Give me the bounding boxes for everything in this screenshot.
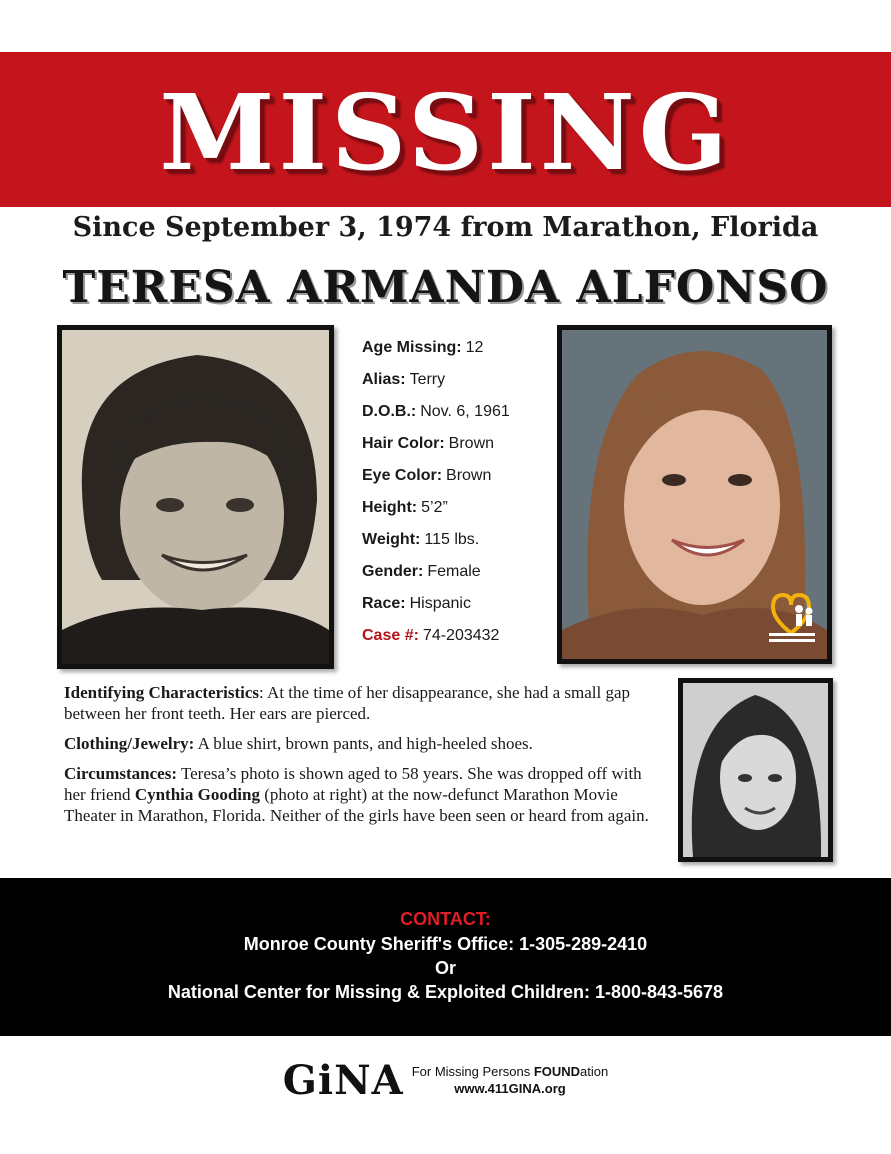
contact-section <box>0 878 891 1036</box>
friend-photo <box>678 678 833 862</box>
person-name: TERESA ARMANDA ALFONSO <box>62 262 829 313</box>
missing-banner <box>0 52 891 207</box>
gina-logo: GiNA <box>282 1056 404 1104</box>
age-progressed-photo <box>557 325 832 664</box>
detail-hair-color: Hair Color: Brown <box>362 435 495 452</box>
contact-sheriff: Monroe County Sheriff's Office: 1-305-289-2410 <box>243 934 648 954</box>
detail-race: Race: Hispanic <box>362 595 471 612</box>
gina-url[interactable]: www.411GINA.org <box>454 1081 566 1096</box>
case-description <box>64 682 664 835</box>
detail-dob: D.O.B.: Nov. 6, 1961 <box>362 403 510 420</box>
child-photo <box>57 325 334 669</box>
contact-ncmec: National Center for Missing & Exploited Children: 1-800-843-5678 <box>167 982 724 1002</box>
detail-eye-color: Eye Color: Brown <box>362 467 492 484</box>
child-portrait-image <box>62 330 329 664</box>
identifying-characteristics: Identifying Characteristics: At the time of her disappearance, she had a small gap between her front teeth. Her ears are pierced. <box>64 683 631 723</box>
circumstances: Circumstances: Teresa’s photo is shown aged to 58 years. She was dropped off with her friend Cynthia Gooding (photo at right) at the now-defunct Marathon Movie Theater in Marathon, Florida. Neither of the girls have been seen or heard from again. <box>64 764 649 825</box>
contact-heading: CONTACT: <box>400 909 491 929</box>
banner-title: MISSING <box>159 70 732 194</box>
detail-alias: Alias: Terry <box>362 371 446 388</box>
detail-case-number: Case #: 74-203432 <box>362 627 500 644</box>
detail-height: Height: 5’2” <box>362 499 448 516</box>
detail-weight: Weight: 115 lbs. <box>362 531 480 548</box>
detail-age-missing: Age Missing: 12 <box>362 339 484 356</box>
ncmec-logo-icon <box>765 589 819 645</box>
since-line: Since September 3, 1974 from Marathon, Florida <box>72 212 819 243</box>
detail-gender: Gender: Female <box>362 563 481 580</box>
details-list <box>362 336 547 656</box>
gina-tagline: For Missing Persons FOUNDation www.411GINA.org <box>411 1064 609 1096</box>
friend-portrait-image <box>683 683 828 857</box>
footer <box>0 1050 891 1110</box>
clothing-jewelry: Clothing/Jewelry: A blue shirt, brown pants, and high-heeled shoes. <box>64 734 533 753</box>
contact-or: Or <box>434 958 456 978</box>
